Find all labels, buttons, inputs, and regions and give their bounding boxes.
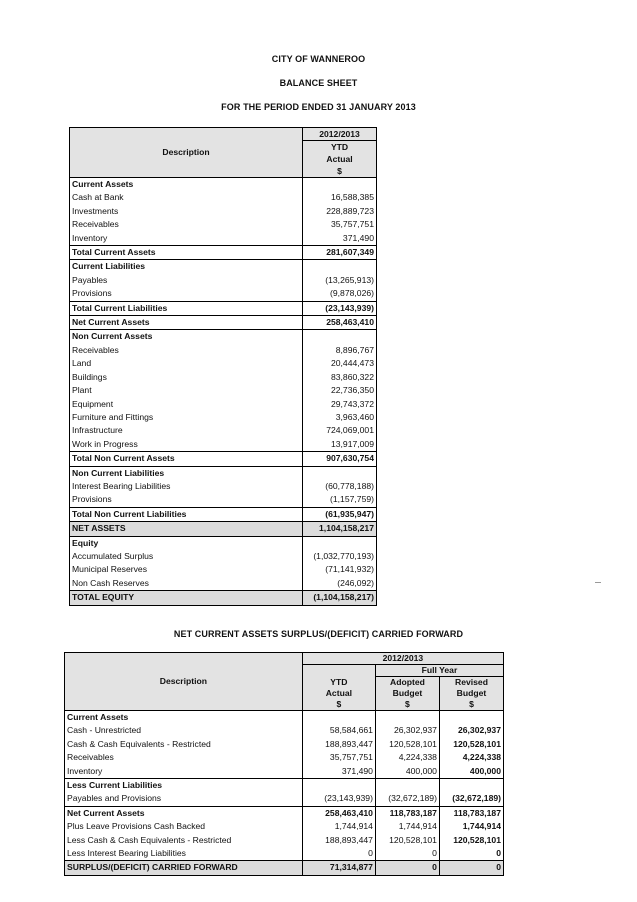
row-label: Provisions bbox=[70, 493, 303, 507]
balance-sheet-row bbox=[70, 316, 377, 330]
cf-row-label: Plus Leave Provisions Cash Backed bbox=[65, 820, 303, 833]
cf-row-adopted bbox=[375, 779, 439, 793]
row-label: Non Current Liabilities bbox=[70, 466, 303, 480]
cf-row-ytd: 0 bbox=[302, 847, 375, 861]
year-header: 2012/2013 bbox=[303, 128, 377, 141]
cf-revised-budget-header: Budget bbox=[439, 688, 503, 699]
row-label: Total Non Current Liabilities bbox=[70, 507, 303, 521]
scan-mark bbox=[595, 582, 601, 583]
balance-sheet-row bbox=[70, 218, 377, 231]
row-label: Receivables bbox=[70, 344, 303, 357]
balance-sheet-row bbox=[70, 398, 377, 411]
carried-forward-row bbox=[65, 724, 504, 737]
cf-row-ytd: 188,893,447 bbox=[302, 738, 375, 751]
balance-sheet-row bbox=[70, 522, 377, 536]
cf-row-revised: 400,000 bbox=[439, 765, 503, 779]
row-label: Furniture and Fittings bbox=[70, 411, 303, 424]
row-label: Interest Bearing Liabilities bbox=[70, 480, 303, 493]
row-value bbox=[303, 536, 377, 550]
row-label: Total Current Liabilities bbox=[70, 301, 303, 315]
row-value: 20,444,473 bbox=[330, 358, 374, 369]
actual-header: Actual bbox=[303, 153, 377, 165]
cf-row-adopted: 118,783,187 bbox=[375, 806, 439, 820]
cf-row-adopted: (32,672,189) bbox=[375, 792, 439, 806]
balance-sheet-row bbox=[70, 563, 377, 576]
balance-sheet-row bbox=[70, 357, 377, 370]
balance-sheet-row bbox=[70, 191, 377, 204]
cf-row-revised: 26,302,937 bbox=[439, 724, 503, 737]
cf-ytd-unit-header: $ bbox=[302, 699, 375, 711]
row-label: Land bbox=[70, 357, 303, 370]
cf-row-label: Less Current Liabilities bbox=[65, 779, 303, 793]
cf-row-revised: 0 bbox=[439, 861, 503, 875]
document-title: BALANCE SHEET bbox=[279, 78, 358, 88]
row-label: Payables bbox=[70, 274, 303, 287]
carried-forward-row bbox=[65, 751, 504, 764]
cf-row-label: Current Assets bbox=[65, 711, 303, 725]
cf-actual-header: Actual bbox=[302, 688, 375, 699]
carried-forward-row bbox=[65, 792, 504, 806]
row-value bbox=[303, 330, 377, 344]
balance-sheet-row bbox=[70, 438, 377, 452]
description-header: Description bbox=[70, 128, 303, 178]
balance-sheet-row bbox=[70, 260, 377, 274]
row-value: (1,032,770,193) bbox=[313, 550, 374, 561]
balance-sheet-row bbox=[70, 232, 377, 246]
cf-row-adopted: 1,744,914 bbox=[375, 820, 439, 833]
balance-sheet-row bbox=[70, 344, 377, 357]
balance-sheet-row bbox=[70, 507, 377, 521]
balance-sheet-row bbox=[70, 287, 377, 301]
balance-sheet-row bbox=[70, 493, 377, 507]
row-value: 1,104,158,217 bbox=[303, 522, 377, 536]
cf-full-year-header: Full Year bbox=[375, 665, 503, 677]
row-label: NET ASSETS bbox=[70, 522, 303, 536]
cf-row-ytd: 58,584,661 bbox=[302, 724, 375, 737]
cf-adopted-header: Adopted bbox=[375, 677, 439, 689]
row-label: Net Current Assets bbox=[70, 316, 303, 330]
row-value: (61,935,947) bbox=[303, 507, 377, 521]
row-label: Investments bbox=[70, 205, 303, 218]
balance-sheet-row bbox=[70, 466, 377, 480]
cf-row-revised: (32,672,189) bbox=[439, 792, 503, 806]
cf-row-ytd: 1,744,914 bbox=[302, 820, 375, 833]
carried-forward-row bbox=[65, 847, 504, 861]
row-label: TOTAL EQUITY bbox=[70, 591, 303, 605]
cf-row-label: Less Cash & Cash Equivalents - Restricted bbox=[65, 834, 303, 847]
cf-adopted-unit-header: $ bbox=[375, 699, 439, 711]
row-value: 228,889,723 bbox=[326, 205, 374, 216]
cf-row-label: Payables and Provisions bbox=[65, 792, 303, 806]
cf-year-header: 2012/2013 bbox=[302, 653, 503, 665]
carried-forward-body bbox=[65, 711, 504, 876]
row-value: 724,069,001 bbox=[326, 425, 374, 436]
balance-sheet-row bbox=[70, 424, 377, 437]
balance-sheet-row bbox=[70, 371, 377, 384]
carried-forward-row bbox=[65, 711, 504, 725]
cf-adopted-budget-header: Budget bbox=[375, 688, 439, 699]
carried-forward-row bbox=[65, 738, 504, 751]
row-label: Non Current Assets bbox=[70, 330, 303, 344]
row-value: 8,896,767 bbox=[335, 344, 374, 355]
row-label: Current Liabilities bbox=[70, 260, 303, 274]
cf-row-revised: 4,224,338 bbox=[439, 751, 503, 764]
row-label: Total Non Current Assets bbox=[70, 452, 303, 466]
row-label: Buildings bbox=[70, 371, 303, 384]
row-value: (1,104,158,217) bbox=[303, 591, 377, 605]
balance-sheet-row bbox=[70, 452, 377, 466]
cf-row-label: SURPLUS/(DEFICIT) CARRIED FORWARD bbox=[65, 861, 303, 875]
row-value: 35,757,751 bbox=[330, 219, 374, 230]
cf-row-ytd: 258,463,410 bbox=[302, 806, 375, 820]
balance-sheet-row bbox=[70, 550, 377, 563]
cf-row-adopted: 400,000 bbox=[375, 765, 439, 779]
row-value: (9,878,026) bbox=[330, 288, 374, 299]
cf-row-revised: 1,744,914 bbox=[439, 820, 503, 833]
cf-row-revised bbox=[439, 711, 503, 725]
balance-sheet-table bbox=[69, 127, 377, 606]
carried-forward-table bbox=[64, 652, 504, 876]
row-value bbox=[303, 466, 377, 480]
balance-sheet-row bbox=[70, 178, 377, 192]
row-value: 16,588,385 bbox=[330, 192, 374, 203]
balance-sheet-row bbox=[70, 330, 377, 344]
carried-forward-row bbox=[65, 806, 504, 820]
row-label: Equipment bbox=[70, 398, 303, 411]
cf-row-adopted: 26,302,937 bbox=[375, 724, 439, 737]
row-label: Current Assets bbox=[70, 178, 303, 192]
row-label: Plant bbox=[70, 384, 303, 397]
row-label: Provisions bbox=[70, 287, 303, 301]
cf-row-revised: 118,783,187 bbox=[439, 806, 503, 820]
cf-row-adopted bbox=[375, 711, 439, 725]
balance-sheet-row bbox=[70, 577, 377, 591]
cf-row-ytd: 371,490 bbox=[302, 765, 375, 779]
cf-revised-header: Revised bbox=[439, 677, 503, 689]
cf-row-label: Less Interest Bearing Liabilities bbox=[65, 847, 303, 861]
ytd-header: YTD bbox=[303, 141, 377, 154]
cf-row-ytd bbox=[302, 711, 375, 725]
row-value: 258,463,410 bbox=[303, 316, 377, 330]
balance-sheet-row bbox=[70, 480, 377, 493]
balance-sheet-row bbox=[70, 591, 377, 605]
cf-row-label: Net Current Assets bbox=[65, 806, 303, 820]
cf-ytd-header: YTD bbox=[302, 677, 375, 689]
cf-row-revised: 0 bbox=[439, 847, 503, 861]
row-label: Municipal Reserves bbox=[70, 563, 303, 576]
cf-row-label: Inventory bbox=[65, 765, 303, 779]
cf-row-adopted: 120,528,101 bbox=[375, 738, 439, 751]
carried-forward-row bbox=[65, 765, 504, 779]
cf-description-header: Description bbox=[65, 653, 303, 711]
row-value: (13,265,913) bbox=[325, 274, 374, 285]
row-label: Infrastructure bbox=[70, 424, 303, 437]
row-label: Work in Progress bbox=[70, 438, 303, 452]
balance-sheet-header bbox=[70, 128, 377, 178]
balance-sheet-body bbox=[70, 178, 377, 606]
cf-ytd-spacer bbox=[302, 665, 375, 677]
cf-row-ytd: 188,893,447 bbox=[302, 834, 375, 847]
row-value: 29,743,372 bbox=[330, 398, 374, 409]
cf-row-adopted: 4,224,338 bbox=[375, 751, 439, 764]
balance-sheet-row bbox=[70, 205, 377, 218]
cf-row-label: Cash & Cash Equivalents - Restricted bbox=[65, 738, 303, 751]
row-value: (1,157,759) bbox=[330, 494, 374, 505]
carried-forward-heading: NET CURRENT ASSETS SURPLUS/(DEFICIT) CARRIED FORWARD bbox=[173, 629, 464, 639]
row-value: 83,860,322 bbox=[330, 371, 374, 382]
row-value: (23,143,939) bbox=[303, 301, 377, 315]
row-label: Total Current Assets bbox=[70, 246, 303, 260]
row-label: Cash at Bank bbox=[70, 191, 303, 204]
cf-row-adopted: 0 bbox=[375, 847, 439, 861]
cf-row-revised: 120,528,101 bbox=[439, 738, 503, 751]
row-value: 281,607,349 bbox=[303, 246, 377, 260]
row-value: 371,490 bbox=[342, 232, 374, 243]
row-value: (60,778,188) bbox=[325, 480, 374, 491]
row-value: (246,092) bbox=[337, 577, 374, 588]
org-title: CITY OF WANNEROO bbox=[271, 54, 366, 64]
row-label: Equity bbox=[70, 536, 303, 550]
row-value: 3,963,460 bbox=[335, 411, 374, 422]
period-title: FOR THE PERIOD ENDED 31 JANUARY 2013 bbox=[221, 102, 416, 112]
row-value bbox=[303, 178, 377, 192]
cf-row-label: Receivables bbox=[65, 751, 303, 764]
balance-sheet-row bbox=[70, 411, 377, 424]
row-label: Accumulated Surplus bbox=[70, 550, 303, 563]
unit-header: $ bbox=[303, 165, 377, 178]
carried-forward-header bbox=[65, 653, 504, 711]
row-label: Inventory bbox=[70, 232, 303, 246]
balance-sheet-row bbox=[70, 274, 377, 287]
carried-forward-row bbox=[65, 820, 504, 833]
balance-sheet-row bbox=[70, 301, 377, 315]
carried-forward-row bbox=[65, 861, 504, 875]
cf-row-label: Cash - Unrestricted bbox=[65, 724, 303, 737]
row-value: 907,630,754 bbox=[303, 452, 377, 466]
balance-sheet-row bbox=[70, 384, 377, 397]
cf-row-adopted: 0 bbox=[375, 861, 439, 875]
cf-row-revised bbox=[439, 779, 503, 793]
balance-sheet-row bbox=[70, 246, 377, 260]
row-value: (71,141,932) bbox=[325, 564, 374, 575]
cf-row-ytd: (23,143,939) bbox=[302, 792, 375, 806]
row-label: Receivables bbox=[70, 218, 303, 231]
cf-row-ytd: 71,314,877 bbox=[302, 861, 375, 875]
cf-row-ytd: 35,757,751 bbox=[302, 751, 375, 764]
cf-row-revised: 120,528,101 bbox=[439, 834, 503, 847]
carried-forward-row bbox=[65, 834, 504, 847]
row-value bbox=[303, 260, 377, 274]
cf-row-adopted: 120,528,101 bbox=[375, 834, 439, 847]
row-label: Non Cash Reserves bbox=[70, 577, 303, 591]
row-value: 13,917,009 bbox=[330, 438, 374, 449]
row-value: 22,736,350 bbox=[330, 385, 374, 396]
cf-revised-unit-header: $ bbox=[439, 699, 503, 711]
cf-row-ytd bbox=[302, 779, 375, 793]
balance-sheet-row bbox=[70, 536, 377, 550]
carried-forward-row bbox=[65, 779, 504, 793]
